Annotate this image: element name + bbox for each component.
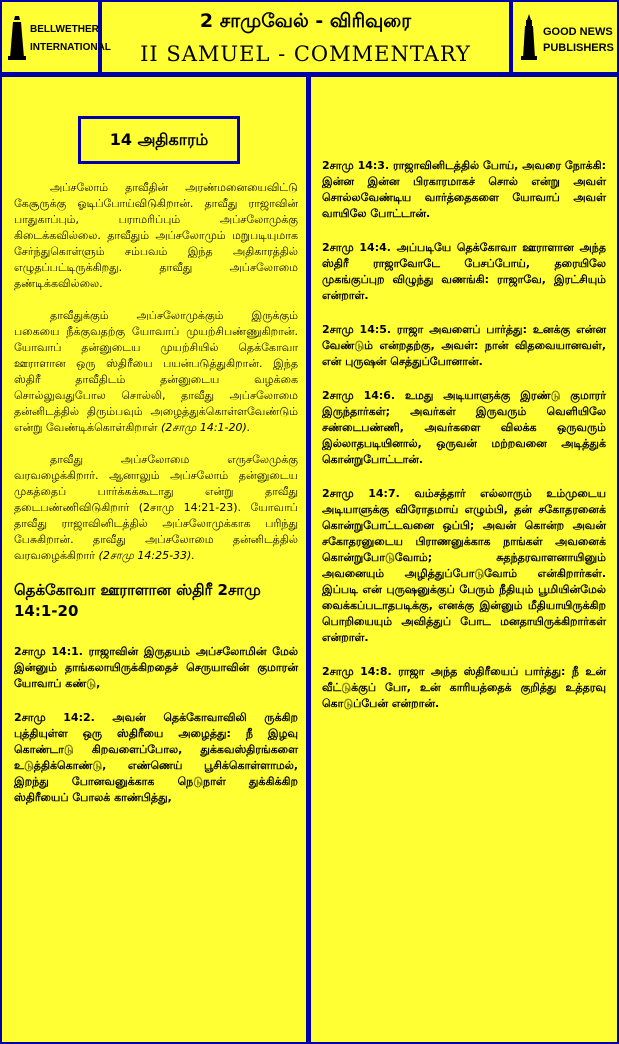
lamp-icon <box>521 14 537 60</box>
logo-right-line2: PUBLISHERS <box>543 42 614 54</box>
intro-paragraph-3 <box>14 452 298 564</box>
section-heading: தெக்கோவா ஊராளான ஸ்திரீ 2சாமு 14:1-20 <box>14 581 261 620</box>
intro-paragraph-3-text: தாவீது அப்சலோமை எருசலேமுக்கு வரவழைக்கிறார். ஆனாலும் அப்சலோம் தன்னுடைய முகத்தைப் பார்க்கக்கூடாது என்று தாவீது தடைபண்ணிவிடுகிறார் (2சாமு 14:21-23). யோவாப் தாவீது ராஜாவினிடத்தில் அப்சலோமுக்காக பரிந்து பேசுகிறான். தாவீது அப்சலோமை தன்னிடத்தில் வரவழைக்கிறார் <box>14 453 298 562</box>
right-column <box>322 158 606 730</box>
page-title-tamil: 2 சாமுவேல் - விரிவுரை <box>199 10 412 32</box>
intro-paragraph-2-cite: (2சாமு 14:1-20). <box>161 421 251 434</box>
verse-14-5: 2சாமு 14:5. ராஜா அவளைப் பார்த்து: உனக்கு என்ன வேண்டும் என்றதற்கு, அவள்: நான் விதவையானவள், என் புருஷன் செத்துப்போனான். <box>322 323 606 368</box>
intro-paragraph-3-cite: (2சாமு 14:25-33). <box>98 549 195 562</box>
verse-14-4: 2சாமு 14:4. அப்படியே தெக்கோவா ஊராளான அந்த ஸ்திரீ ராஜாவோடே பேசப்போய், தரையிலே முகங்குப்புற விழுந்து வணங்கி: ராஜாவே, இரட்சியும் என்றாள். <box>322 241 606 302</box>
chapter-heading-box <box>78 116 240 164</box>
verse-14-7: 2சாமு 14:7. வம்சத்தார் எல்லாரும் உம்முடைய அடியாளுக்கு விரோதமாய் எழும்பி, தன் சகோதரனைக் கொன்றுபோட்டவனை ஒப்பி; அவன் கொன்ற அவன் சகோதரனுடைய பிராணனுக்காக நாங்கள் அவனைக் கொன்றுபோடுவோம்; சுதந்தரவாளனாயினும் அவனையும் அழித்துப்போடுவோம் என்கிறார்கள். இப்படி என் புருஷனுக்குப் பேரும் நீதியும் பூமியின்மேல் வைக்கப்படாதபடிக்கு, எனக்கு இன்னும் மீதியாயிருக்கிற பொறியையும் அவித்துப் போட மனதாயிருக்கிறார்கள் என்றாள். <box>322 487 606 644</box>
column-divider <box>306 77 311 1044</box>
verse-14-1: 2சாமு 14:1. ராஜாவின் இருதயம் அப்சலோமின் மேல் இன்னும் தாங்கலாயிருக்கிறதைச் செருயாவின் குமாரன் யோவாப் கண்டு, <box>14 645 298 690</box>
intro-paragraph-1-text: அப்சலோம் தாவீதின் அரண்மனையைவிட்டு கேசூருக்கு ஓடிப்போய்விடுகிறான். தாவீது ராஜாவின் பாதுகாப்பும், பராமரிப்பும் அப்சலோமுக்கு கிடைக்கவில்லை. தாவீதும் அப்சலோமும் மறுபடியுமாக சேர்ந்துகொள்ளும் சம்பவம் இந்த அதிகாரத்தில் எழுதப்பட்டிருக்கிறது. தாவீது அப்சலோமை தண்டிக்கவில்லை. <box>14 181 298 290</box>
intro-paragraph-1 <box>14 180 298 292</box>
verse-14-8: 2சாமு 14:8. ராஜா அந்த ஸ்திரீயைப் பார்த்து: நீ உன் வீட்டுக்குப் போ, உன் காரியத்தைக் குறித்து உத்தரவு கொடுப்பேன் என்றான். <box>322 665 606 710</box>
chapter-heading: 14 அதிகாரம் <box>109 129 209 149</box>
page-title-english: II SAMUEL - COMMENTARY <box>140 42 471 66</box>
intro-paragraph-2-text: தாவீதுக்கும் அப்சலோமுக்கும் இருக்கும் பகையை நீக்குவதற்கு யோவாப் முயற்சிபண்ணுகிறான். யோவாப் தன்னுடைய முயற்சியில் தெக்கோவா ஊராளான ஒரு ஸ்திரீயை பயன்படுத்துகிறான். இந்த ஸ்திரீ தாவீதிடம் தன்னுடைய வழக்கை சொல்லுவதுபோல சொல்லி, தாவீது அப்சலோமை தன்னிடத்தில் திரும்பவும் அழைத்துக்கொள்ளவேண்டும் என்று வேண்டிக்கொள்கிறாள் <box>14 309 298 434</box>
verse-14-2: 2சாமு 14:2. அவன் தெக்கோவாவிலி ருக்கிற புத்தியுள்ள ஒரு ஸ்திரீயை அழைத்து: நீ இழவு கொண்டாடு கிறவளைப்போல, துக்கவஸ்திரங்களை உடுத்திக்கொண்டு, எண்ணெய் பூசிக்கொள்ளாமல், இறந்து போனவனுக்காக நெடுநாள் துக்கிக்கிற ஸ்திரீயைப் போலக் காண்பித்து, <box>14 711 298 804</box>
left-column <box>14 180 298 824</box>
bellwether-logo <box>2 2 111 72</box>
verse-14-6: 2சாமு 14:6. உமது அடியாளுக்கு இரண்டு குமாரர் இருந்தார்கள்; அவர்கள் இருவரும் வெளியிலே சண்டைபண்ணி, அவர்களை விலக்க ஒருவரும் இல்லாதபடியினால், ஒருவன் மற்றவனை அடித்துக் கொன்றுபோட்டான். <box>322 389 606 466</box>
intro-paragraph-2 <box>14 308 298 436</box>
verse-14-3: 2சாமு 14:3. ராஜாவினிடத்தில் போய், அவரை நோக்கி: இன்ன இன்ன பிரகாரமாகச் சொல் என்று அவள் சொல்லவேண்டிய வார்த்தைகளை யோவாப் அவள் வாயிலே போட்டான். <box>322 159 606 220</box>
logo-right-line1: GOOD NEWS <box>543 26 613 38</box>
good-news-logo <box>509 2 619 72</box>
lighthouse-icon <box>8 14 26 60</box>
logo-left-line1: BELLWETHER <box>30 24 99 35</box>
logo-left-line2: INTERNATIONAL <box>30 42 111 53</box>
header-title-block <box>102 2 509 72</box>
